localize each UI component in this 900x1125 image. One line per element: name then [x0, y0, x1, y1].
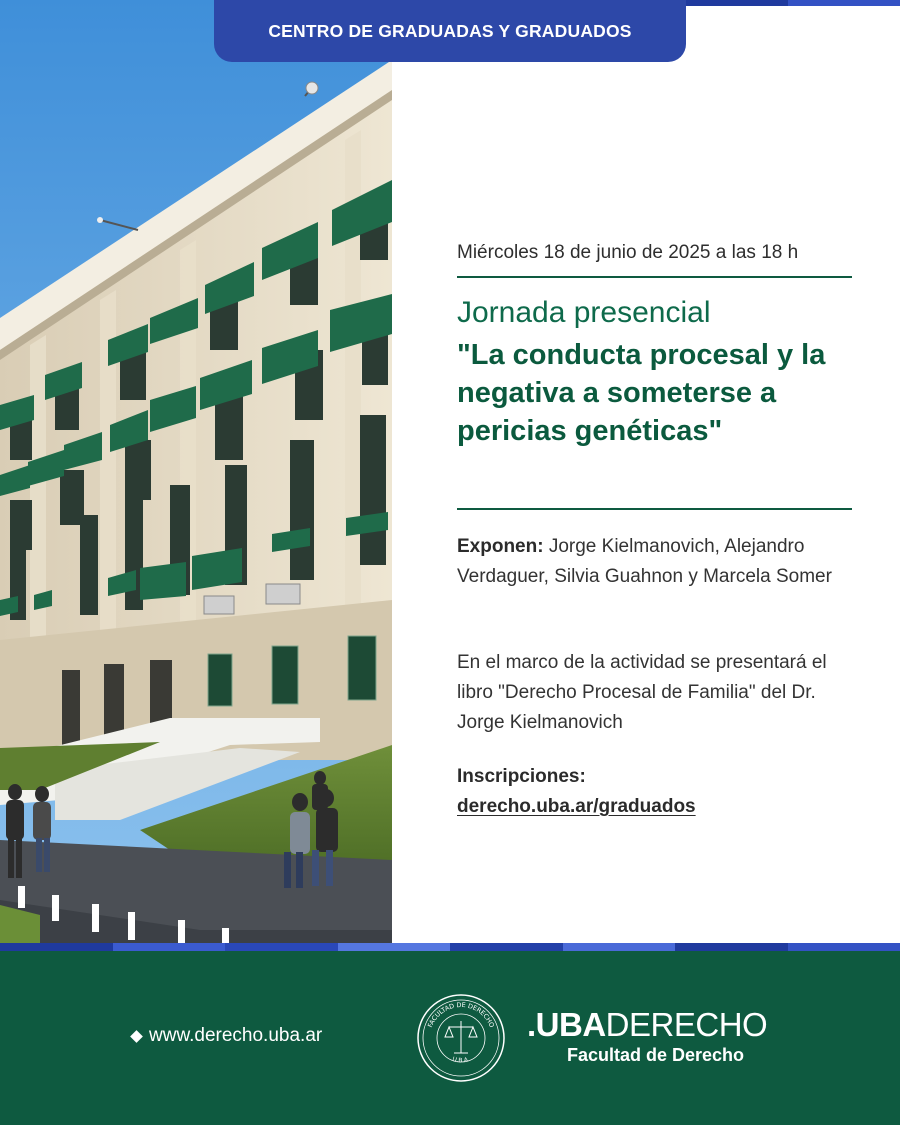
faculty-building-photo	[0, 0, 392, 943]
divider-bottom	[457, 508, 852, 510]
speakers-label: Exponen:	[457, 536, 544, 557]
registration-link[interactable]: derecho.uba.ar/graduados	[457, 796, 696, 817]
registration-label: Inscripciones:	[457, 766, 586, 787]
center-badge: CENTRO DE GRADUADAS Y GRADUADOS	[214, 0, 686, 62]
diamond-icon	[130, 1030, 143, 1043]
brand-suffix: DERECHO	[605, 1006, 768, 1043]
divider-top	[457, 276, 852, 278]
footer	[0, 951, 900, 1125]
speakers-names: Jorge Kielmanovich, Alejandro Verdaguer, Silvia Guahnon y Marcela Somer	[457, 536, 832, 587]
brand-subtitle: Facultad de Derecho	[567, 1045, 745, 1065]
speakers-text	[457, 532, 857, 592]
brand-prefix: .UBA	[527, 1006, 606, 1043]
faculty-seal-logo	[416, 993, 506, 1083]
seal-top-text: FACULTAD DE DERECHO	[426, 1000, 496, 1029]
seal-bottom-text: U.B.A.	[451, 1055, 471, 1065]
footer-color-stripe	[0, 943, 900, 951]
svg-text:U.B.A.	[451, 1056, 470, 1064]
event-title: "La conducta procesal y la negativa a someterse a pericias genéticas"	[457, 339, 826, 447]
book-note: En el marco de la actividad se presentará el libro "Derecho Procesal de Familia" del Dr. Jorge Kielmanovich	[457, 652, 827, 733]
event-date: Miércoles 18 de junio de 2025 a las 18 h	[457, 242, 799, 263]
website-link[interactable]	[132, 1025, 322, 1047]
event-kicker: Jornada presencial	[457, 296, 711, 329]
website-text: www.derecho.uba.ar	[149, 1025, 323, 1046]
uba-derecho-brand	[527, 1007, 767, 1066]
